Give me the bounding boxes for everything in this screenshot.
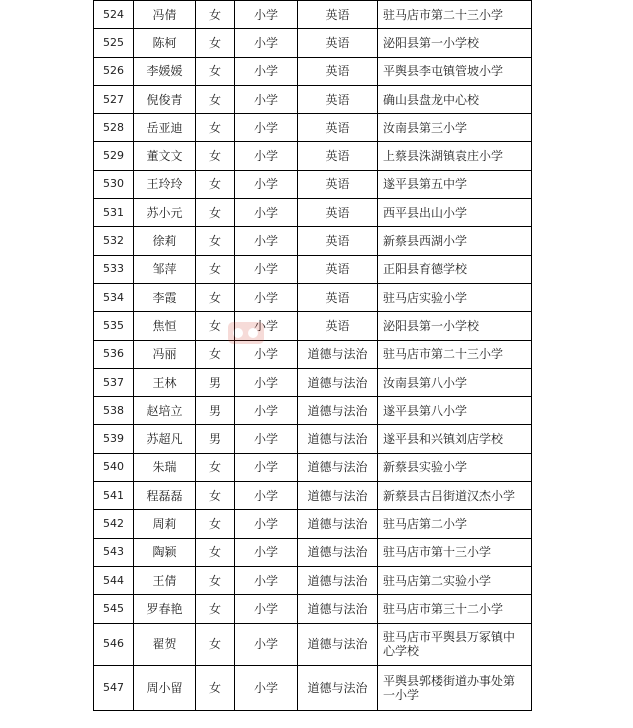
cell-school: 泌阳县第一小学校 [378,312,532,340]
cell-subject: 英语 [298,255,378,283]
cell-level: 小学 [235,566,298,594]
cell-name: 程磊磊 [134,482,196,510]
cell-gender: 女 [196,255,235,283]
cell-gender: 女 [196,482,235,510]
cell-subject: 道德与法治 [298,510,378,538]
cell-name: 周小留 [134,666,196,711]
cell-gender: 女 [196,227,235,255]
cell-number: 540 [94,453,134,481]
cell-name: 王倩 [134,566,196,594]
table-row [94,566,532,594]
cell-subject: 道德与法治 [298,566,378,594]
cell-level: 小学 [235,255,298,283]
cell-subject: 英语 [298,1,378,29]
cell-school: 遂平县第五中学 [378,170,532,198]
cell-number: 538 [94,397,134,425]
table-row [94,29,532,57]
cell-number: 545 [94,595,134,623]
cell-name: 王玲玲 [134,170,196,198]
cell-level: 小学 [235,29,298,57]
cell-name: 焦恒 [134,312,196,340]
table-row [94,425,532,453]
cell-name: 罗春艳 [134,595,196,623]
cell-number: 533 [94,255,134,283]
table-row [94,312,532,340]
cell-gender: 男 [196,425,235,453]
cell-school: 泌阳县第一小学校 [378,29,532,57]
cell-name: 翟贺 [134,623,196,666]
cell-number: 547 [94,666,134,711]
cell-level: 小学 [235,85,298,113]
cell-subject: 英语 [298,312,378,340]
cell-school: 驻马店第二实验小学 [378,566,532,594]
cell-gender: 女 [196,566,235,594]
table-row [94,114,532,142]
cell-subject: 道德与法治 [298,425,378,453]
cell-school: 驻马店第二小学 [378,510,532,538]
cell-gender: 女 [196,283,235,311]
cell-number: 535 [94,312,134,340]
cell-name: 苏超凡 [134,425,196,453]
table-row [94,623,532,666]
cell-gender: 女 [196,453,235,481]
cell-name: 苏小元 [134,199,196,227]
cell-subject: 英语 [298,29,378,57]
cell-gender: 女 [196,595,235,623]
cell-level: 小学 [235,368,298,396]
cell-subject: 道德与法治 [298,666,378,711]
table-row [94,142,532,170]
cell-name: 徐莉 [134,227,196,255]
cell-gender: 女 [196,142,235,170]
cell-number: 532 [94,227,134,255]
cell-subject: 英语 [298,283,378,311]
cell-level: 小学 [235,623,298,666]
cell-number: 526 [94,57,134,85]
cell-gender: 女 [196,199,235,227]
cell-name: 李媛媛 [134,57,196,85]
cell-subject: 英语 [298,170,378,198]
cell-name: 岳亚迪 [134,114,196,142]
cell-number: 534 [94,283,134,311]
cell-gender: 女 [196,623,235,666]
cell-number: 528 [94,114,134,142]
cell-number: 536 [94,340,134,368]
cell-level: 小学 [235,283,298,311]
cell-level: 小学 [235,538,298,566]
table-row [94,595,532,623]
table-row [94,255,532,283]
cell-number: 524 [94,1,134,29]
cell-number: 546 [94,623,134,666]
cell-subject: 英语 [298,142,378,170]
cell-number: 539 [94,425,134,453]
cell-level: 小学 [235,510,298,538]
cell-level: 小学 [235,425,298,453]
cell-school: 上蔡县洙湖镇袁庄小学 [378,142,532,170]
table-row [94,85,532,113]
cell-level: 小学 [235,57,298,85]
cell-school: 驻马店市第十三小学 [378,538,532,566]
cell-subject: 道德与法治 [298,623,378,666]
cell-number: 537 [94,368,134,396]
cell-gender: 女 [196,114,235,142]
cell-level: 小学 [235,199,298,227]
cell-school: 汝南县第八小学 [378,368,532,396]
cell-name: 陶颖 [134,538,196,566]
roster-body [94,1,532,711]
cell-school: 汝南县第三小学 [378,114,532,142]
cell-level: 小学 [235,482,298,510]
cell-subject: 道德与法治 [298,397,378,425]
cell-school: 平舆县李屯镇管坡小学 [378,57,532,85]
cell-name: 朱瑞 [134,453,196,481]
cell-school: 驻马店市第三十二小学 [378,595,532,623]
cell-subject: 道德与法治 [298,340,378,368]
table-row [94,368,532,396]
cell-level: 小学 [235,142,298,170]
cell-school: 新蔡县实验小学 [378,453,532,481]
table-row [94,57,532,85]
cell-name: 董文文 [134,142,196,170]
cell-gender: 女 [196,85,235,113]
cell-gender: 女 [196,170,235,198]
cell-level: 小学 [235,312,298,340]
table-row [94,1,532,29]
cell-name: 陈柯 [134,29,196,57]
cell-gender: 女 [196,538,235,566]
cell-number: 541 [94,482,134,510]
cell-school: 遂平县和兴镇刘店学校 [378,425,532,453]
cell-gender: 女 [196,666,235,711]
cell-level: 小学 [235,666,298,711]
cell-number: 527 [94,85,134,113]
cell-level: 小学 [235,170,298,198]
table-row [94,453,532,481]
cell-school: 新蔡县古吕街道汉杰小学 [378,482,532,510]
cell-name: 王林 [134,368,196,396]
table-row [94,397,532,425]
cell-subject: 道德与法治 [298,482,378,510]
cell-subject: 英语 [298,199,378,227]
cell-subject: 道德与法治 [298,538,378,566]
cell-name: 邹萍 [134,255,196,283]
table-row [94,482,532,510]
cell-subject: 英语 [298,85,378,113]
cell-subject: 英语 [298,57,378,85]
cell-number: 531 [94,199,134,227]
cell-gender: 女 [196,29,235,57]
cell-number: 525 [94,29,134,57]
cell-name: 倪俊青 [134,85,196,113]
cell-number: 529 [94,142,134,170]
cell-name: 冯倩 [134,1,196,29]
cell-gender: 女 [196,57,235,85]
table-row [94,340,532,368]
cell-subject: 英语 [298,227,378,255]
cell-subject: 道德与法治 [298,453,378,481]
cell-school: 驻马店市第二十三小学 [378,1,532,29]
cell-level: 小学 [235,453,298,481]
cell-name: 李霞 [134,283,196,311]
cell-gender: 男 [196,397,235,425]
cell-gender: 女 [196,312,235,340]
cell-number: 543 [94,538,134,566]
table-row [94,283,532,311]
cell-school: 遂平县第八小学 [378,397,532,425]
cell-name: 赵培立 [134,397,196,425]
cell-school: 确山县盘龙中心校 [378,85,532,113]
cell-level: 小学 [235,1,298,29]
table-row [94,538,532,566]
table-row [94,510,532,538]
cell-school: 驻马店市第二十三小学 [378,340,532,368]
cell-school: 新蔡县西湖小学 [378,227,532,255]
cell-level: 小学 [235,340,298,368]
cell-subject: 道德与法治 [298,595,378,623]
table-row [94,170,532,198]
cell-level: 小学 [235,114,298,142]
roster-table [93,0,532,711]
cell-gender: 男 [196,368,235,396]
cell-number: 530 [94,170,134,198]
cell-gender: 女 [196,510,235,538]
cell-school: 驻马店市平舆县万冢镇中心学校 [378,623,532,666]
cell-subject: 英语 [298,114,378,142]
cell-name: 冯丽 [134,340,196,368]
cell-gender: 女 [196,340,235,368]
cell-number: 542 [94,510,134,538]
cell-school: 驻马店实验小学 [378,283,532,311]
cell-level: 小学 [235,227,298,255]
cell-gender: 女 [196,1,235,29]
cell-subject: 道德与法治 [298,368,378,396]
table-row [94,227,532,255]
table-row [94,666,532,711]
cell-school: 西平县出山小学 [378,199,532,227]
cell-school: 平舆县郭楼街道办事处第一小学 [378,666,532,711]
table-row [94,199,532,227]
cell-level: 小学 [235,397,298,425]
cell-number: 544 [94,566,134,594]
cell-name: 周莉 [134,510,196,538]
cell-level: 小学 [235,595,298,623]
cell-school: 正阳县育德学校 [378,255,532,283]
